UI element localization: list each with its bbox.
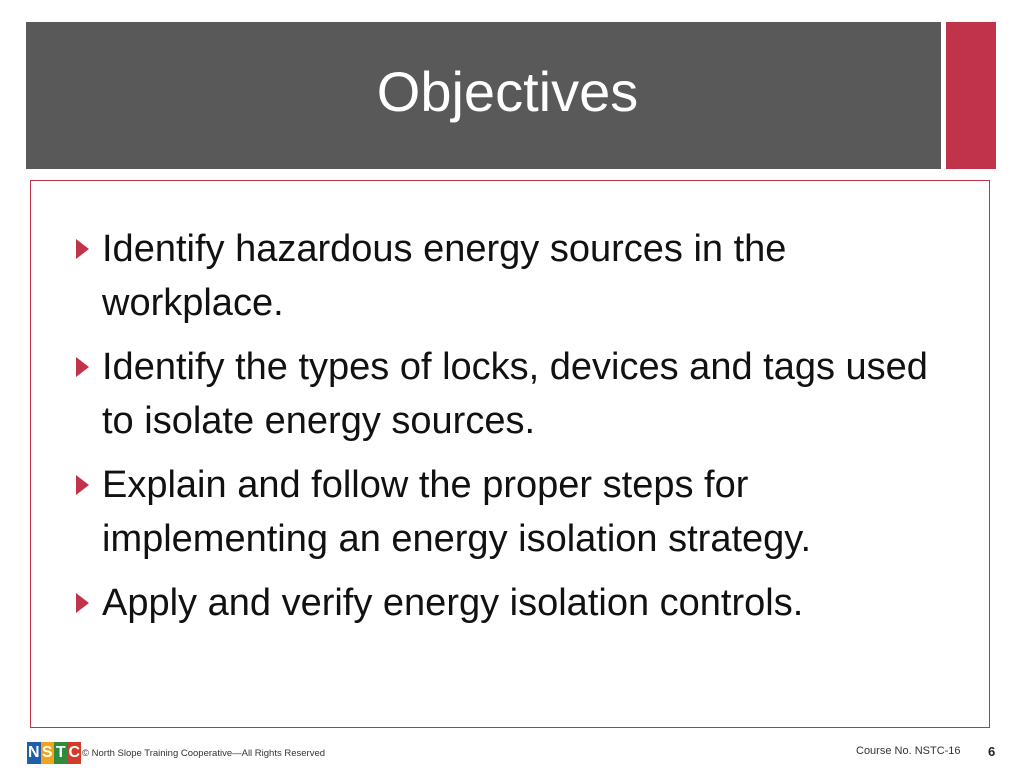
logo-letter-s: S [41, 742, 55, 764]
course-number: Course No. NSTC-16 [856, 745, 961, 757]
list-item [74, 576, 954, 630]
triangle-bullet-icon [76, 357, 89, 377]
logo-letter-t: T [54, 742, 68, 764]
nstc-logo [27, 742, 81, 764]
logo-letter-c: C [68, 742, 82, 764]
slide-title: Objectives [376, 60, 639, 123]
list-item [74, 458, 954, 566]
bullet-text: Explain and follow the proper steps for implementing an energy isolation strategy. [102, 464, 812, 560]
triangle-bullet-icon [76, 475, 89, 495]
list-item [74, 222, 954, 330]
copyright-text: © North Slope Training Cooperative—All Rights Reserved [82, 748, 326, 759]
list-item [74, 340, 954, 448]
title-accent-block [946, 22, 996, 169]
logo-letter-n: N [27, 742, 41, 764]
title-bar [26, 22, 941, 169]
page-number: 6 [988, 744, 996, 759]
bullet-text: Identify hazardous energy sources in the workplace. [102, 228, 787, 324]
bullet-text: Apply and verify energy isolation controls. [102, 582, 804, 624]
bullet-text: Identify the types of locks, devices and tags used to isolate energy sources. [102, 346, 928, 442]
objectives-list [74, 222, 954, 640]
triangle-bullet-icon [76, 593, 89, 613]
triangle-bullet-icon [76, 239, 89, 259]
